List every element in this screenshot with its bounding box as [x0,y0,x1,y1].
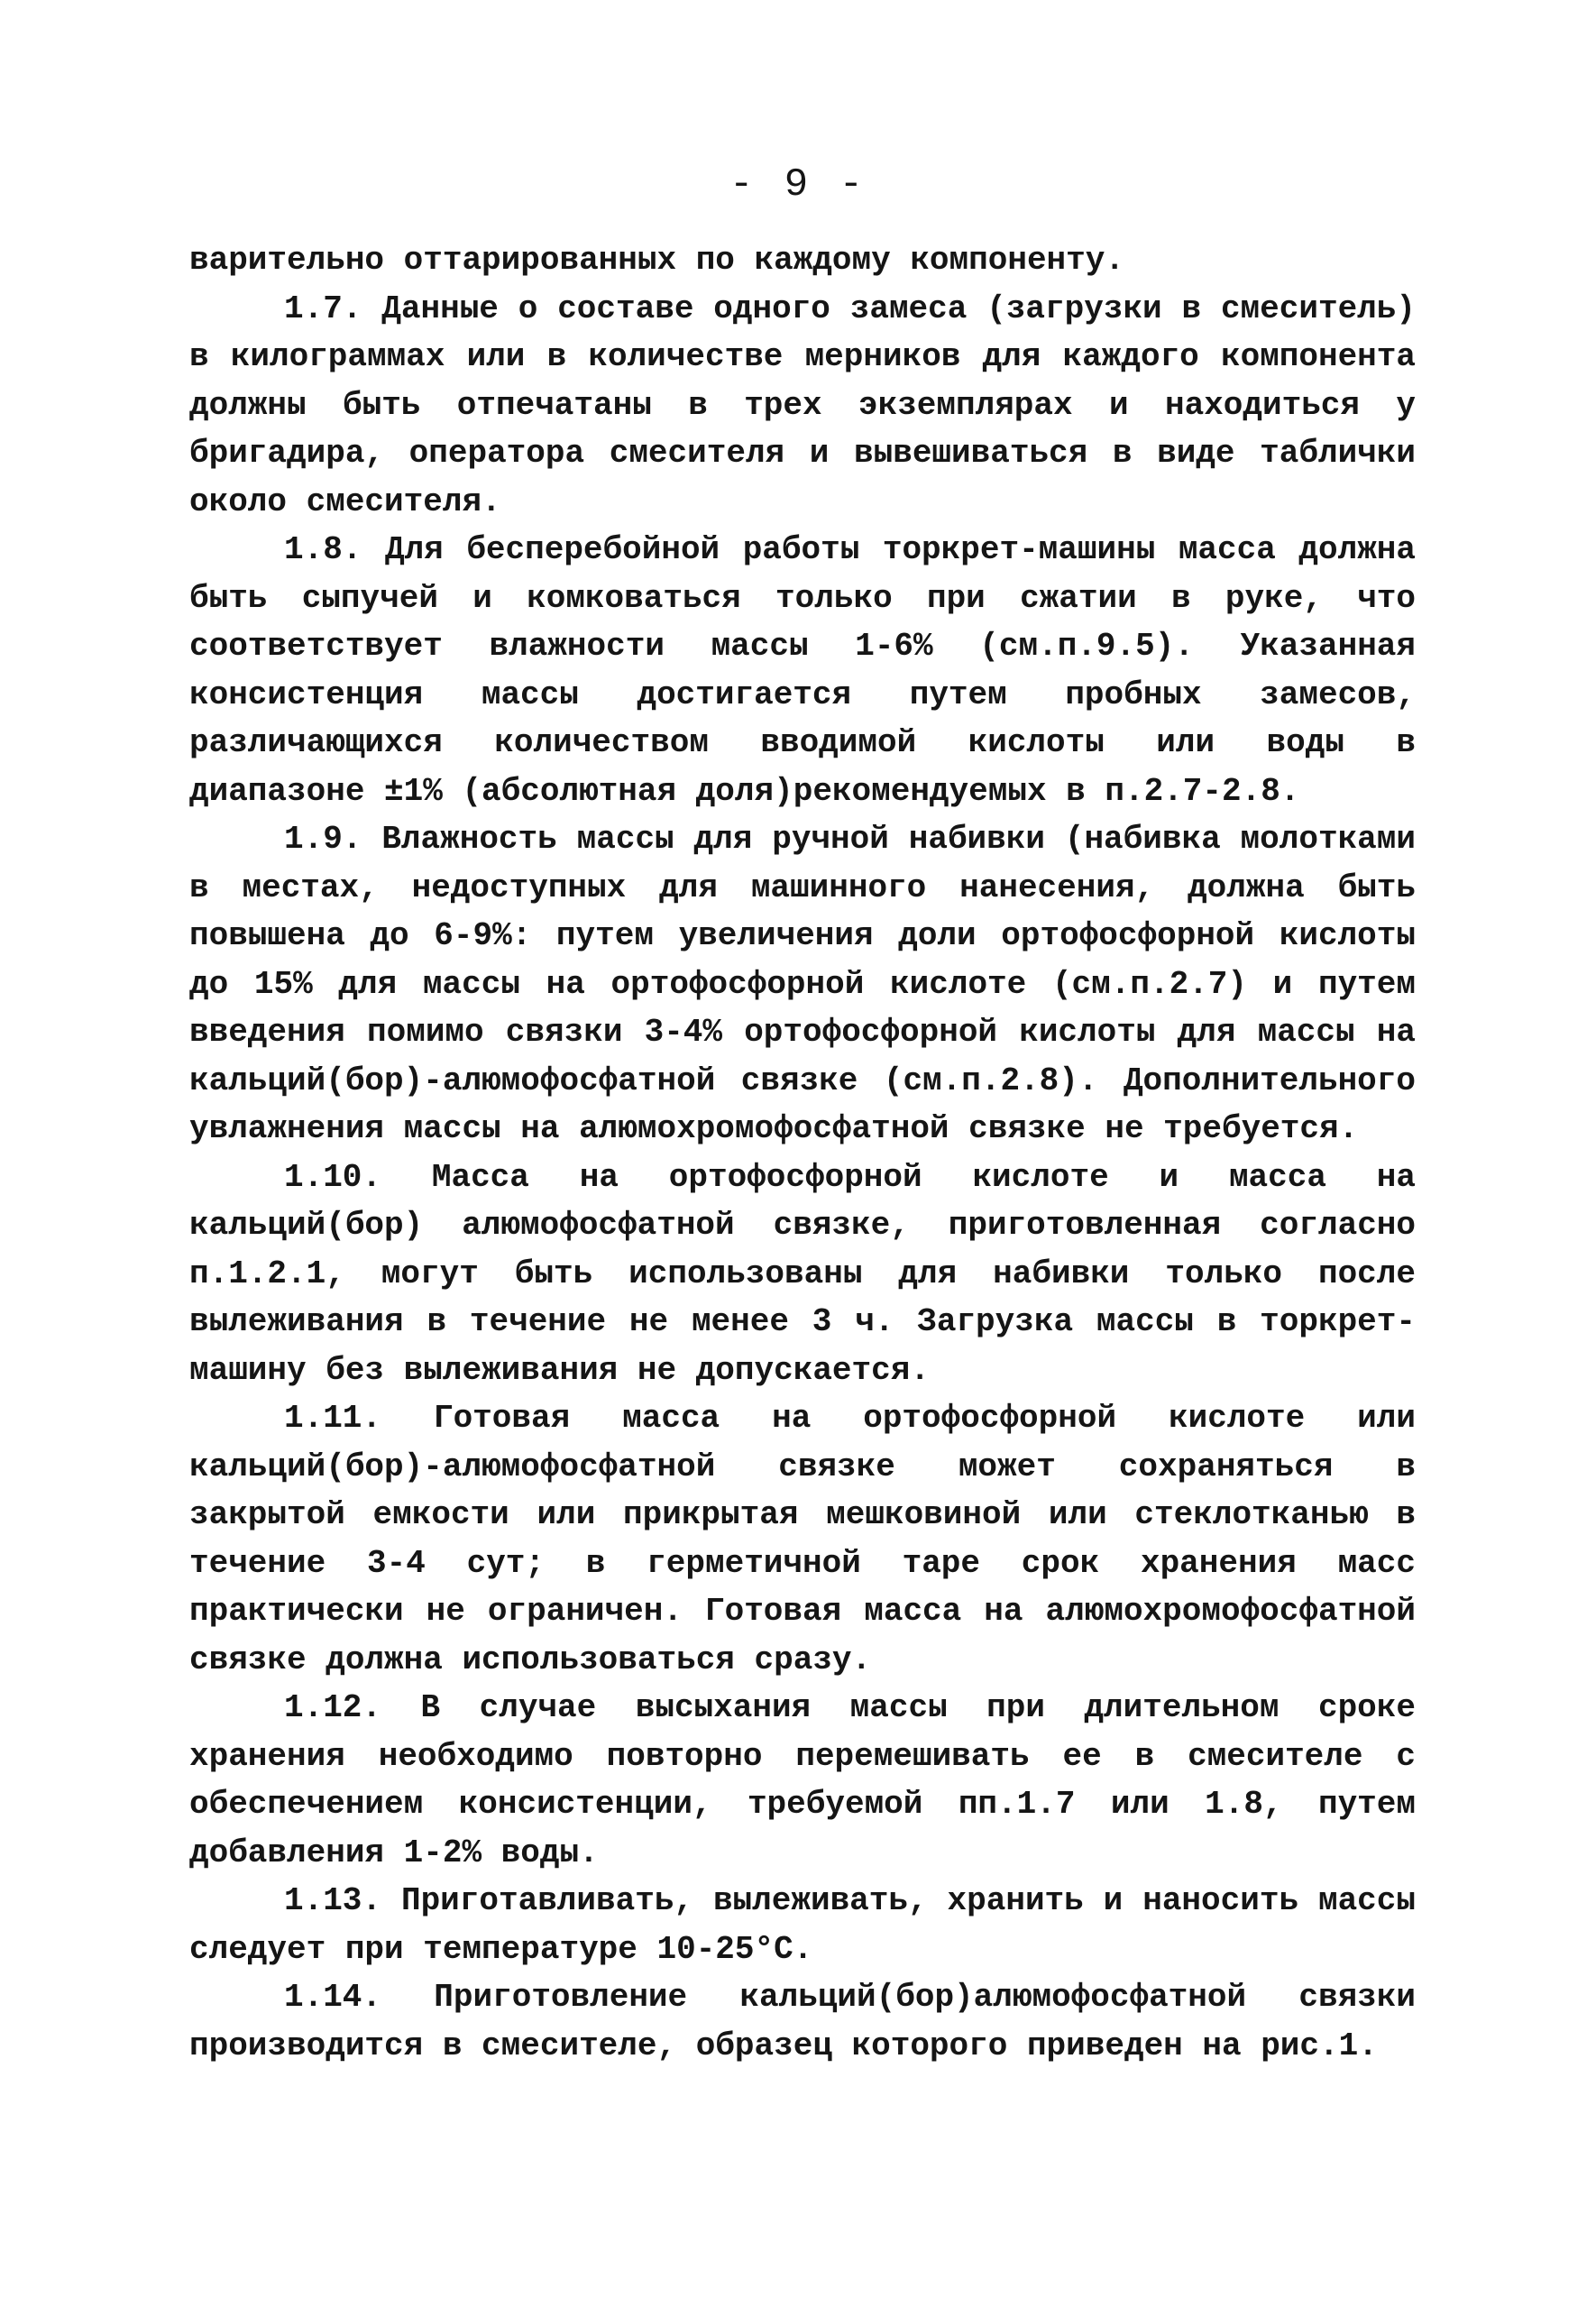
paragraph-1-11 [189,1394,1416,1684]
paragraph-text: Готовая масса на ортофосфорной кислоте или кальций(бор)-алюмофосфатной связке может сохраняться в закрытой емкости или прикрытая мешковиной или стеклотканью в течение 3-4 сут; в герметичной таре срок хранения масс практически не ограничен. Готовая масса на алюмохромофосфатной связке должна использоваться сразу. [189,1400,1416,1678]
paragraph-number: 1.7. [284,290,362,327]
paragraph-text: Для бесперебойной работы торкрет-машины масса должна быть сыпучей и комковаться только при сжатии в руке, что соответствует влажности массы 1-6% (см.п.9.5). Указанная консистенция массы достигается путем пробных замесов, различающихся количеством вводимой кислоты или воды в диапазоне ±1% (абсолютная доля)рекомендуемых в п.2.7-2.8. [189,531,1416,810]
paragraph-text: Приготовление кальций(бор)алюмофосфатной связки производится в смесителе, образец которого приведен на рис.1. [189,1979,1416,2064]
paragraph-number: 1.10. [284,1158,382,1196]
paragraph-1-10 [189,1154,1416,1395]
paragraph-number: 1.12. [284,1689,382,1726]
paragraph-1-12 [189,1684,1416,1877]
paragraph-number: 1.9. [284,821,362,858]
paragraph-number: 1.14. [284,1979,382,2016]
paragraph-text: Влажность массы для ручной набивки (набивка молотками в местах, недоступных для машинного нанесения, должна быть повышена до 6-9%: путем увеличения доли ортофосфорной кислоты до 15% для массы на ортофосфорной кислоте (см.п.2.7) и путем введения помимо связки 3-4% ортофосфорной кислоты для массы на кальций(бор)-алюмофосфатной связке (см.п.2.8). Дополнительного увлажнения массы на алюмохромофосфатной связке не требуется. [189,821,1416,1147]
paragraph-text: Масса на ортофосфорной кислоте и масса на кальций(бор) алюмофосфатной связке, приготовленная согласно п.1.2.1, могут быть использованы для набивки только после вылеживания в течение не менее 3 ч. Загрузка массы в торкрет-машину без вылеживания не допускается. [189,1158,1416,1389]
body-text [189,236,1416,2070]
paragraph-1-9 [189,815,1416,1154]
paragraph-number: 1.13. [284,1882,382,1919]
paragraph-text: варительно оттарированных по каждому компоненту. [189,242,1124,279]
page-number: - 9 - [729,162,867,207]
paragraph-number: 1.8. [284,531,362,568]
paragraph-1-7 [189,285,1416,527]
paragraph-1-13 [189,1877,1416,1973]
paragraph-1-8 [189,526,1416,815]
paragraph-text: Приготавливать, вылеживать, хранить и наносить массы следует при температуре 10-25°С. [189,1882,1416,1968]
paragraph-text: В случае высыхания массы при длительном сроке хранения необходимо повторно перемешивать ее в смесителе с обеспечением консистенции, требуемой пп.1.7 или 1.8, путем добавления 1-2% воды. [189,1689,1416,1871]
paragraph-text: Данные о составе одного замеса (загрузки в смеситель) в килограммах или в количестве мерников для каждого компонента должны быть отпечатаны в трех экземплярах и находиться у бригадира, оператора смесителя и вывешиваться в виде таблички около смесителя. [189,290,1416,520]
paragraph-1-14 [189,1973,1416,2070]
paragraph-continuation [189,236,1416,285]
paragraph-number: 1.11. [284,1400,382,1437]
